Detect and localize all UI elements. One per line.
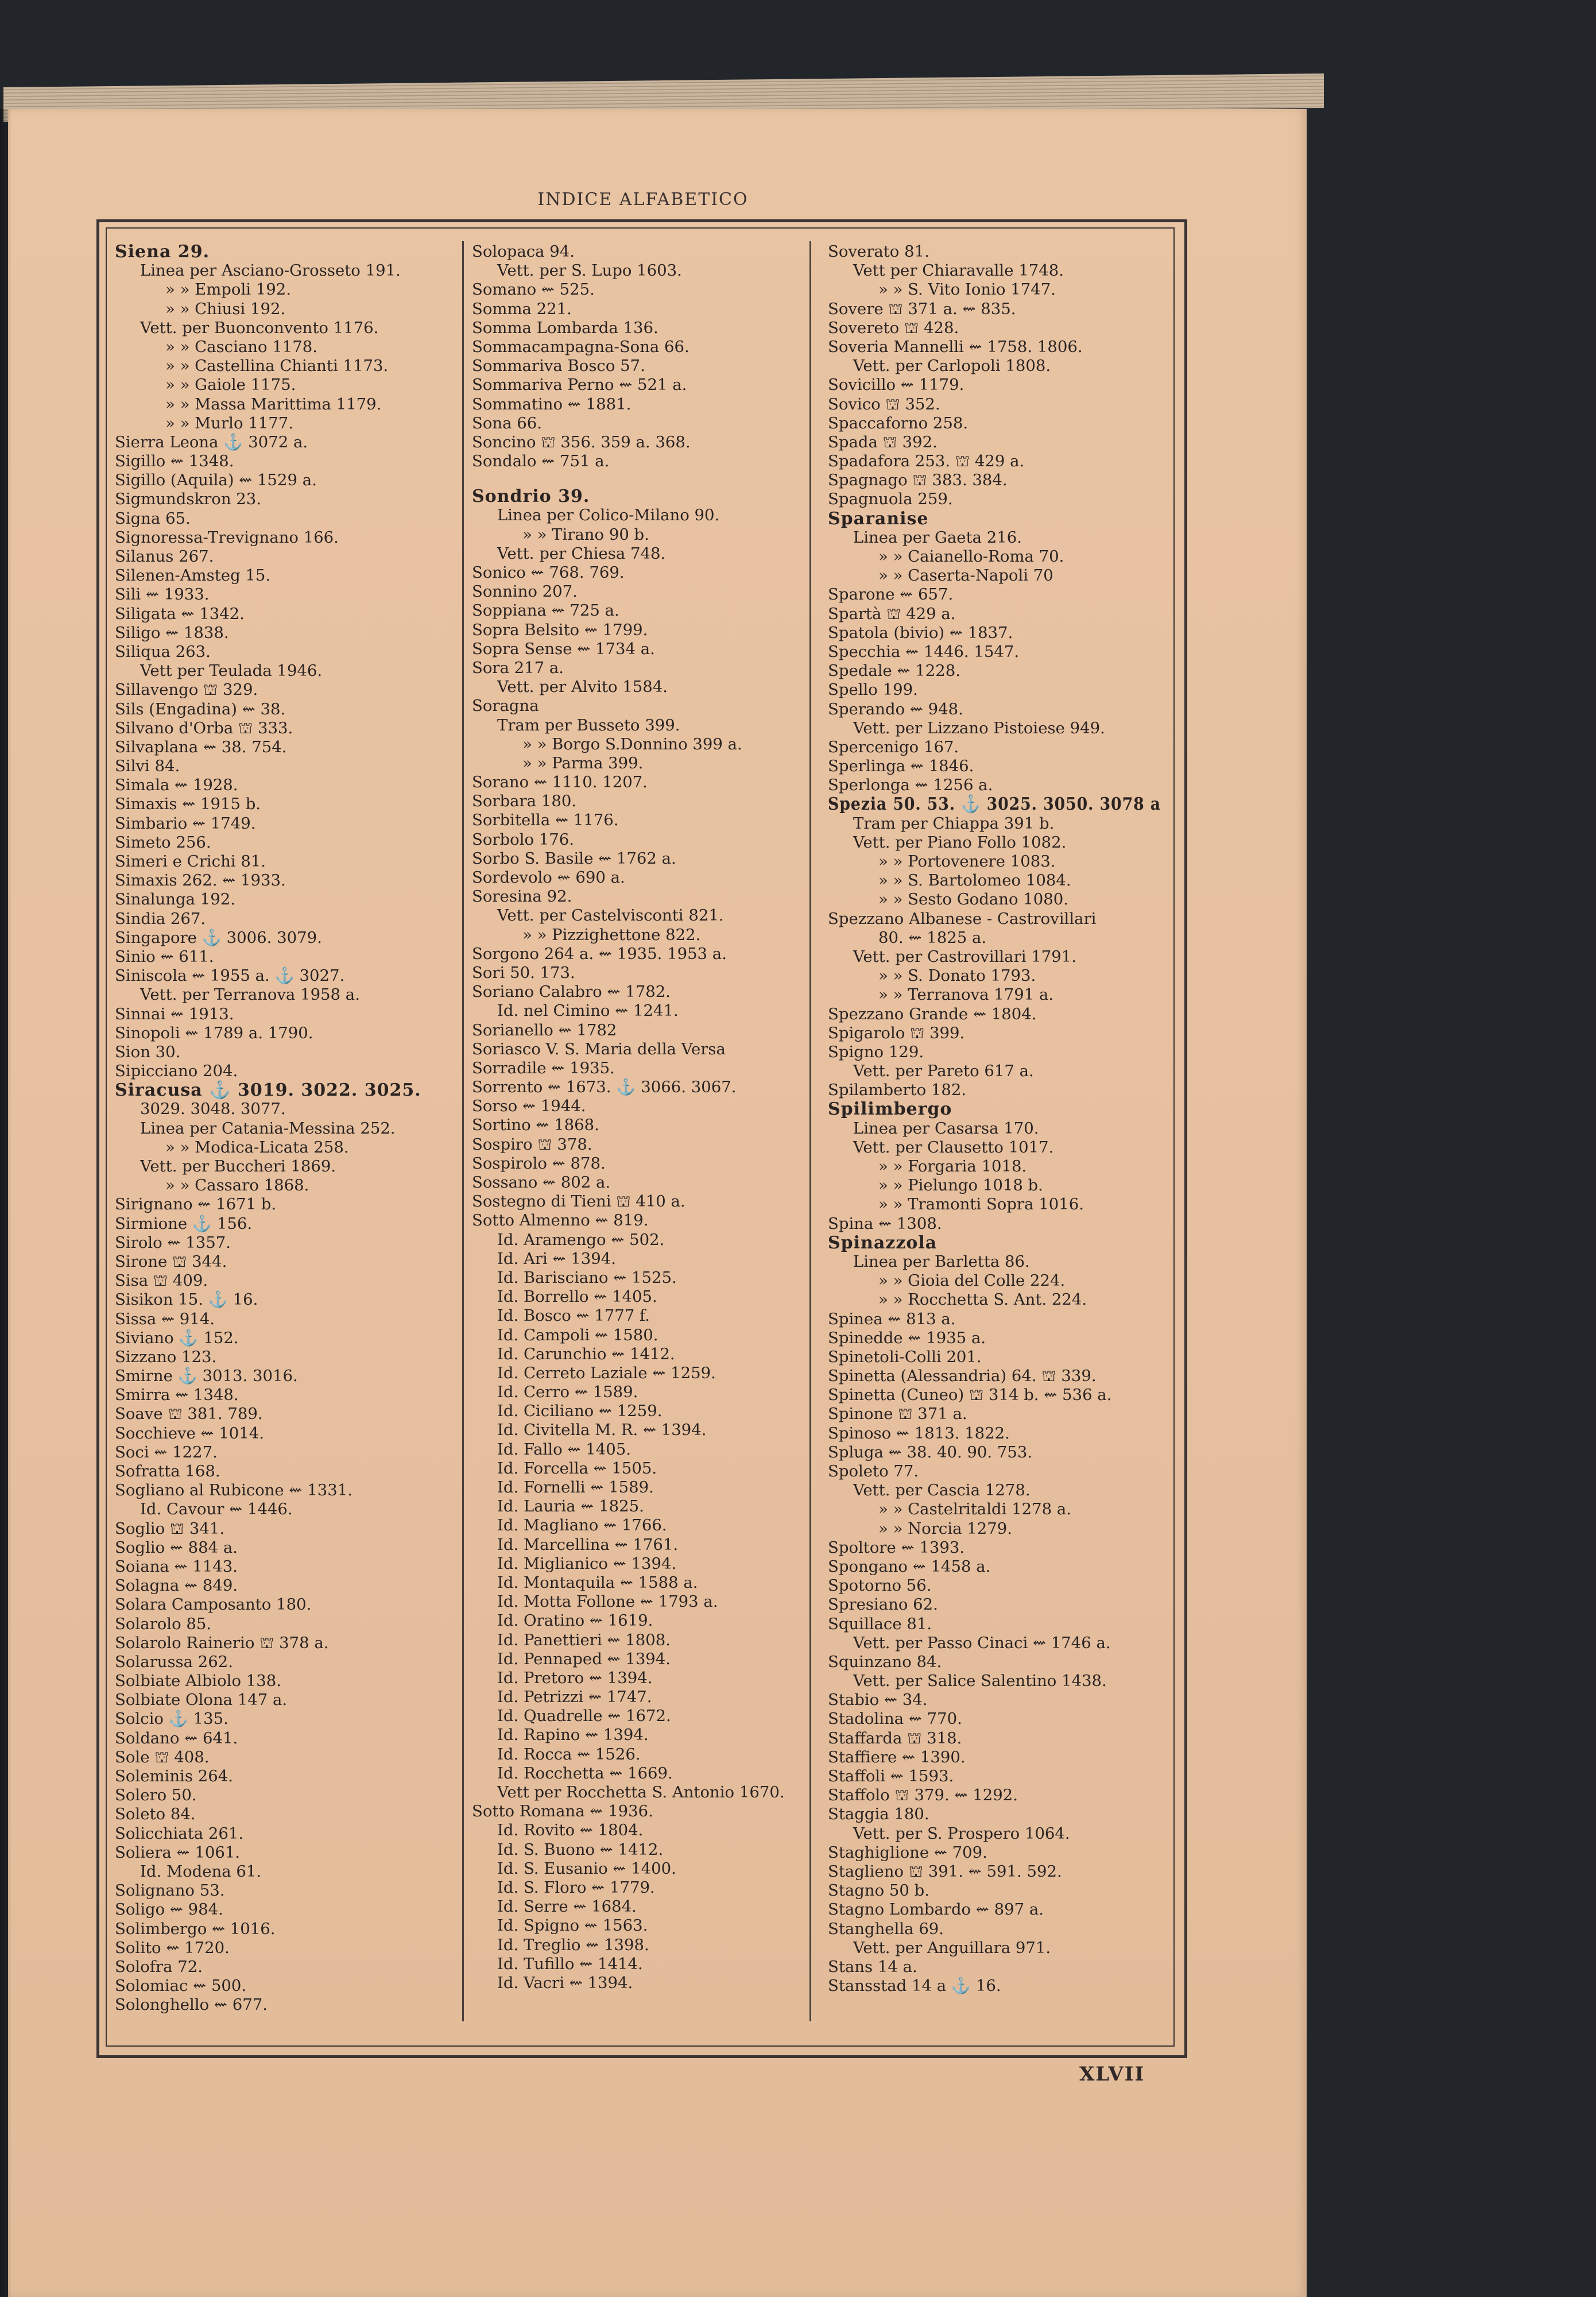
index-entry: Soragna	[472, 697, 539, 716]
index-entry: Singapore ⚓ 3006. 3079.	[115, 928, 322, 947]
index-entry: Silvano d'Orba ⛫ 333.	[115, 718, 293, 737]
index-entry: » » Gaiole 1175.	[165, 376, 296, 395]
index-entry: Sotto Almenno ⇜ 819.	[472, 1211, 649, 1230]
index-entry: Solcio ⚓ 135.	[115, 1710, 228, 1728]
index-entry: » » Gioia del Colle 224.	[878, 1271, 1066, 1290]
index-entry: Sogliano al Rubicone ⇜ 1331.	[115, 1481, 352, 1500]
index-entry: Sovico ⛫ 352.	[828, 395, 940, 413]
index-entry: Staffarda ⛫ 318.	[828, 1728, 962, 1747]
index-entry: Sirone ⛫ 344.	[115, 1252, 227, 1271]
index-entry: Id. Bosco ⇜ 1777 f.	[497, 1306, 650, 1325]
index-entry: Spezzano Albanese - Castrovillari	[828, 909, 1097, 928]
index-entry: Silvaplana ⇜ 38. 754.	[115, 737, 287, 756]
index-entry: Soglio ⇜ 884 a.	[115, 1538, 238, 1557]
index-entry: Staffoli ⇜ 1593.	[828, 1767, 954, 1785]
index-entry: Id. Miglianico ⇜ 1394.	[497, 1554, 677, 1573]
index-entry: Linea per Colico-Milano 90.	[497, 506, 720, 525]
page-number: XLVII	[1079, 2063, 1145, 2086]
index-entry: Vett per Chiaravalle 1748.	[853, 261, 1064, 280]
index-entry: Stadolina ⇜ 770.	[828, 1710, 962, 1728]
index-entry: » » Chiusi 192.	[165, 299, 286, 318]
index-entry: Tram per Chiappa 391 b.	[853, 814, 1055, 833]
index-entry: Spatola (bivio) ⇜ 1837.	[828, 623, 1013, 642]
index-entry: Stanghella 69.	[828, 1919, 944, 1938]
index-entry: Sisa ⛫ 409.	[115, 1271, 208, 1290]
index-entry: Spinedde ⇜ 1935 a.	[828, 1328, 986, 1347]
index-entry: Sordevolo ⇜ 690 a.	[472, 868, 625, 887]
index-entry: Vett. per Terranova 1958 a.	[140, 985, 360, 1004]
index-entry: Sinopoli ⇜ 1789 a. 1790.	[115, 1023, 313, 1042]
index-entry: » » Rocchetta S. Ant. 224.	[878, 1290, 1087, 1309]
index-entry: Soriano Calabro ⇜ 1782.	[472, 983, 671, 1001]
index-entry: Spilamberto 182.	[828, 1081, 967, 1100]
index-column-1	[115, 242, 448, 2014]
index-entry: Sostegno di Tieni ⛫ 410 a.	[472, 1192, 685, 1211]
index-entry: Sperlonga ⇜ 1256 a.	[828, 776, 993, 795]
index-entry: Sorradile ⇜ 1935.	[472, 1058, 615, 1077]
index-entry: Spigno 129.	[828, 1042, 924, 1061]
index-heading-entry: Sparanise	[828, 508, 929, 529]
index-entry: Sommariva Perno ⇜ 521 a.	[472, 376, 687, 395]
index-entry: Id. Tufillo ⇜ 1414.	[497, 1954, 643, 1973]
index-entry: Stansstad 14 a ⚓ 16.	[828, 1977, 1001, 1996]
index-entry: Solarolo Rainerio ⛫ 378 a.	[115, 1633, 329, 1652]
index-entry: » » Castelritaldi 1278 a.	[878, 1500, 1071, 1519]
index-entry: Sorrento ⇜ 1673. ⚓ 3066. 3067.	[472, 1078, 737, 1097]
index-entry: » » Pizzighettone 822.	[522, 925, 701, 944]
index-entry: Staffolo ⛫ 379. ⇜ 1292.	[828, 1786, 1018, 1805]
index-entry: Sona 66.	[472, 413, 542, 432]
index-entry: Id. Campoli ⇜ 1580.	[497, 1325, 658, 1344]
index-entry: Sovere ⛫ 371 a. ⇜ 835.	[828, 299, 1016, 318]
index-heading-entry: Sondrio 39.	[472, 486, 590, 507]
index-entry: Sindia 267.	[115, 909, 206, 928]
index-entry: » » Cassaro 1868.	[165, 1176, 309, 1195]
index-entry: Spinetta (Cuneo) ⛫ 314 b. ⇜ 536 a.	[828, 1386, 1112, 1405]
index-entry: » » Caianello-Roma 70.	[878, 547, 1064, 566]
index-entry: Solbiate Albiolo 138.	[115, 1672, 281, 1691]
index-entry: Id. Marcellina ⇜ 1761.	[497, 1535, 679, 1554]
index-entry: Sperando ⇜ 948.	[828, 699, 963, 718]
index-entry: Sommatino ⇜ 1881.	[472, 395, 632, 413]
index-entry: Simbario ⇜ 1749.	[115, 814, 256, 833]
index-entry: Spadafora 253. ⛫ 429 a.	[828, 452, 1025, 471]
index-entry: Sovicillo ⇜ 1179.	[828, 376, 964, 395]
index-entry: Solara Camposanto 180.	[115, 1595, 312, 1614]
index-entry: Spluga ⇜ 38. 40. 90. 753.	[828, 1443, 1033, 1461]
index-entry: » » Empoli 192.	[165, 280, 292, 299]
index-entry: Siliqua 263.	[115, 642, 211, 661]
index-entry: Spinone ⛫ 371 a.	[828, 1405, 967, 1424]
index-entry: Spercenigo 167.	[828, 737, 959, 756]
index-entry: Vett per Teulada 1946.	[140, 662, 323, 680]
index-entry: Spresiano 62.	[828, 1595, 938, 1614]
index-entry: Id. Cavour ⇜ 1446.	[140, 1500, 293, 1519]
index-entry: » » Borgo S.Donnino 399 a.	[522, 734, 742, 753]
index-entry: Id. Magliano ⇜ 1766.	[497, 1516, 667, 1535]
index-column-3	[828, 242, 1161, 1996]
index-entry: Soliera ⇜ 1061.	[115, 1843, 241, 1862]
index-entry: Somano ⇜ 525.	[472, 280, 595, 299]
index-entry: Solito ⇜ 1720.	[115, 1938, 230, 1957]
index-entry: Soverato 81.	[828, 242, 929, 261]
index-entry: Sospirolo ⇜ 878.	[472, 1154, 606, 1173]
index-entry: Tram per Busseto 399.	[497, 716, 680, 734]
index-entry: Soncino ⛫ 356. 359 a. 368.	[472, 432, 691, 451]
index-entry: Sirignano ⇜ 1671 b.	[115, 1195, 277, 1214]
index-entry: Id. Treglio ⇜ 1398.	[497, 1935, 649, 1954]
index-entry: Id. Aramengo ⇜ 502.	[497, 1230, 665, 1249]
index-entry: Sorianello ⇜ 1782	[472, 1020, 617, 1039]
index-entry: Sorgono 264 a. ⇜ 1935. 1953 a.	[472, 944, 727, 963]
index-entry: Spinetta (Alessandria) 64. ⛫ 339.	[828, 1367, 1097, 1386]
index-entry: Solonghello ⇜ 677.	[115, 1996, 268, 2014]
index-entry: Vett. per Buonconvento 1176.	[140, 318, 379, 337]
index-entry: » » Tramonti Sopra 1016.	[878, 1195, 1084, 1214]
index-entry: » » Murlo 1177.	[165, 413, 293, 432]
index-entry: Squinzano 84.	[828, 1652, 942, 1671]
index-entry: Id. Montaquila ⇜ 1588 a.	[497, 1573, 698, 1592]
index-entry: Solbiate Olona 147 a.	[115, 1691, 288, 1710]
index-entry: Soglio ⛫ 341.	[115, 1519, 225, 1538]
index-entry: Id. Forcella ⇜ 1505.	[497, 1459, 657, 1478]
index-entry: » » Castellina Chianti 1173.	[165, 357, 389, 376]
index-entry: Id. Petrizzi ⇜ 1747.	[497, 1688, 652, 1707]
index-entry: Vett. per S. Lupo 1603.	[497, 261, 682, 280]
index-entry: Solarolo 85.	[115, 1614, 212, 1633]
index-entry: Id. Rovito ⇜ 1804.	[497, 1821, 644, 1840]
index-entry: Spoltore ⇜ 1393.	[828, 1538, 965, 1557]
index-entry: Sizzano 123.	[115, 1347, 217, 1366]
index-entry: Linea per Gaeta 216.	[853, 528, 1022, 547]
index-entry: Spada ⛫ 392.	[828, 432, 938, 451]
index-entry: Solomiac ⇜ 500.	[115, 1977, 247, 1996]
index-entry: Vett. per Castelvisconti 821.	[497, 906, 724, 925]
index-entry: Id. Lauria ⇜ 1825.	[497, 1497, 644, 1516]
index-entry: Vett. per Lizzano Pistoiese 949.	[853, 718, 1105, 737]
index-entry: Silenen-Amsteg 15.	[115, 566, 271, 585]
index-entry: Soci ⇜ 1227.	[115, 1443, 218, 1461]
index-entry: » » Norcia 1279.	[878, 1519, 1012, 1538]
index-entry: » » S. Vito Ionio 1747.	[878, 280, 1056, 299]
index-entry: Linea per Asciano-Grosseto 191.	[140, 261, 401, 280]
index-entry: Stagno 50 b.	[828, 1881, 929, 1900]
index-entry: Soleminis 264.	[115, 1767, 233, 1785]
index-entry: » » S. Donato 1793.	[878, 966, 1036, 985]
index-entry: Id. Pennaped ⇜ 1394.	[497, 1649, 671, 1668]
index-entry: Solignano 53.	[115, 1881, 225, 1900]
index-entry: » » Portovenere 1083.	[878, 852, 1056, 871]
index-entry: Vett. per S. Prospero 1064.	[853, 1824, 1070, 1843]
index-entry: Sipicciano 204.	[115, 1062, 238, 1081]
index-entry: Squillace 81.	[828, 1614, 932, 1633]
index-entry: Stagno Lombardo ⇜ 897 a.	[828, 1900, 1044, 1919]
index-entry: Sinio ⇜ 611.	[115, 947, 214, 966]
index-entry: Sili ⇜ 1933.	[115, 585, 210, 604]
index-entry: Sopra Belsito ⇜ 1799.	[472, 620, 648, 639]
index-entry: Sommacampagna-Sona 66.	[472, 337, 689, 356]
column-rule-2	[809, 241, 811, 2021]
index-entry: Siligata ⇜ 1342.	[115, 604, 245, 623]
index-entry: Id. Barisciano ⇜ 1525.	[497, 1268, 677, 1287]
index-entry: » » Forgaria 1018.	[878, 1157, 1027, 1175]
index-entry: Siviano ⚓ 152.	[115, 1328, 239, 1347]
index-entry: Siligo ⇜ 1838.	[115, 623, 229, 642]
index-entry: Spaccaforno 258.	[828, 413, 969, 432]
index-entry: Vett. per Carlopoli 1808.	[853, 357, 1051, 376]
index-entry: Linea per Catania-Messina 252.	[140, 1119, 396, 1138]
index-entry: Spongano ⇜ 1458 a.	[828, 1557, 991, 1576]
index-entry: Sigmundskron 23.	[115, 490, 262, 509]
index-entry: Vett. per Salice Salentino 1438.	[853, 1672, 1107, 1691]
index-entry: Sparone ⇜ 657.	[828, 585, 954, 604]
index-heading-entry: Spinazzola	[828, 1232, 938, 1253]
index-entry: Sossano ⇜ 802 a.	[472, 1173, 611, 1192]
index-entry: Silvi 84.	[115, 757, 180, 776]
index-entry: Sora 217 a.	[472, 658, 564, 677]
index-entry: Spezzano Grande ⇜ 1804.	[828, 1004, 1037, 1023]
index-entry: Silanus 267.	[115, 547, 214, 566]
index-entry: Spinoso ⇜ 1813. 1822.	[828, 1424, 1010, 1443]
index-entry: » » Modica-Licata 258.	[165, 1138, 349, 1157]
index-entry: Vett. per Alvito 1584.	[497, 678, 668, 697]
index-entry: Sorbara 180.	[472, 792, 577, 811]
index-entry: Sole ⛫ 408.	[115, 1747, 210, 1766]
index-entry: Vett per Rocchetta S. Antonio 1670.	[497, 1783, 785, 1801]
index-entry: Sopra Sense ⇜ 1734 a.	[472, 639, 655, 658]
index-entry: Soligo ⇜ 984.	[115, 1900, 223, 1919]
index-entry: Somma Lombarda 136.	[472, 318, 658, 337]
index-entry: Linea per Barletta 86.	[853, 1252, 1030, 1271]
index-entry: Sinnai ⇜ 1913.	[115, 1004, 234, 1023]
index-entry: » » Pielungo 1018 b.	[878, 1176, 1043, 1195]
index-entry: Staffiere ⇜ 1390.	[828, 1747, 966, 1766]
index-entry: Sonnino 207.	[472, 582, 578, 601]
index-entry: Vett. per Castrovillari 1791.	[853, 947, 1076, 966]
index-entry: Spagnuola 259.	[828, 490, 953, 509]
index-entry: Smirne ⚓ 3013. 3016.	[115, 1367, 298, 1386]
index-entry: Sigillo (Aquila) ⇜ 1529 a.	[115, 471, 317, 490]
index-entry: Simeri e Crichi 81.	[115, 852, 266, 871]
index-entry: Id. Borrello ⇜ 1405.	[497, 1287, 657, 1306]
index-entry: Solicchiata 261.	[115, 1824, 244, 1843]
index-entry: 80. ⇜ 1825 a.	[878, 928, 987, 947]
index-entry: Sinalunga 192.	[115, 890, 235, 909]
index-entry: Solimbergo ⇜ 1016.	[115, 1919, 276, 1938]
index-entry: Id. Ari ⇜ 1394.	[497, 1249, 617, 1268]
index-entry: Simeto 256.	[115, 833, 211, 852]
index-entry: Spartà ⛫ 429 a.	[828, 604, 956, 623]
index-entry: Specchia ⇜ 1446. 1547.	[828, 642, 1020, 661]
index-entry: Id. Motta Follone ⇜ 1793 a.	[497, 1592, 718, 1611]
index-entry: Soldano ⇜ 641.	[115, 1728, 238, 1747]
index-entry: Sorbitella ⇜ 1176.	[472, 811, 619, 830]
running-header: INDICE ALFABETICO	[537, 190, 749, 210]
index-entry: Sonico ⇜ 768. 769.	[472, 563, 625, 582]
index-entry: Sisikon 15. ⚓ 16.	[115, 1290, 258, 1309]
index-entry: Id. Oratino ⇜ 1619.	[497, 1611, 653, 1630]
index-entry: Solagna ⇜ 849.	[115, 1576, 238, 1595]
index-entry: Signa 65.	[115, 509, 191, 528]
index-entry: 3029. 3048. 3077.	[140, 1100, 286, 1119]
index-entry: Simala ⇜ 1928.	[115, 776, 238, 795]
index-entry: Id. Spigno ⇜ 1563.	[497, 1916, 648, 1935]
index-entry: Staggia 180.	[828, 1805, 929, 1824]
index-entry: Id. Panettieri ⇜ 1808.	[497, 1630, 671, 1649]
index-entry: Smirra ⇜ 1348.	[115, 1386, 239, 1405]
index-entry: Stabio ⇜ 34.	[828, 1691, 928, 1710]
index-entry: » » Tirano 90 b.	[522, 525, 649, 544]
index-entry: Sion 30.	[115, 1042, 181, 1061]
index-entry: Id. Rapino ⇜ 1394.	[497, 1726, 649, 1745]
index-entry: Simaxis 262. ⇜ 1933.	[115, 871, 286, 890]
index-entry: Id. Fallo ⇜ 1405.	[497, 1440, 631, 1459]
index-entry: Vett. per Cascia 1278.	[853, 1481, 1031, 1500]
index-entry: Sommariva Bosco 57.	[472, 357, 645, 376]
index-entry: Vett. per Passo Cinaci ⇜ 1746 a.	[853, 1633, 1111, 1652]
index-entry: Sorbolo 176.	[472, 830, 575, 849]
index-heading-entry: Spezia 50. 53. ⚓ 3025. 3050. 3078 a	[828, 794, 1161, 815]
index-entry: Siniscola ⇜ 1955 a. ⚓ 3027.	[115, 966, 345, 985]
index-entry: Sirmione ⚓ 156.	[115, 1214, 253, 1233]
index-entry: Vett. per Anguillara 971.	[853, 1938, 1051, 1957]
index-entry: Solarussa 262.	[115, 1652, 234, 1671]
index-entry: Spina ⇜ 1308.	[828, 1214, 942, 1233]
page-gutter-shadow	[0, 109, 11, 2297]
index-entry: Solofra 72.	[115, 1957, 203, 1976]
index-entry: Vett. per Piano Follo 1082.	[853, 833, 1067, 852]
index-entry: Soveria Mannelli ⇜ 1758. 1806.	[828, 337, 1083, 356]
index-entry: Vett. per Clausetto 1017.	[853, 1138, 1054, 1157]
index-entry: Sotto Romana ⇜ 1936.	[472, 1802, 653, 1821]
index-entry: Linea per Casarsa 170.	[853, 1119, 1039, 1138]
index-entry: Signoressa-Trevignano 166.	[115, 528, 339, 547]
index-entry: Id. Cerro ⇜ 1589.	[497, 1383, 638, 1402]
index-entry: Sofratta 168.	[115, 1462, 220, 1480]
index-entry: Sirolo ⇜ 1357.	[115, 1233, 231, 1252]
index-entry: Sigillo ⇜ 1348.	[115, 452, 234, 471]
index-entry: Spello 199.	[828, 680, 918, 699]
index-entry: Id. Fornelli ⇜ 1589.	[497, 1478, 654, 1496]
index-entry: Sondalo ⇜ 751 a.	[472, 452, 610, 471]
index-entry: Id. Vacri ⇜ 1394.	[497, 1973, 633, 1992]
index-entry: Spedale ⇜ 1228.	[828, 662, 961, 680]
index-entry: Sospiro ⛫ 378.	[472, 1135, 592, 1154]
index-entry: Socchieve ⇜ 1014.	[115, 1424, 265, 1443]
index-entry: Id. Civitella M. R. ⇜ 1394.	[497, 1421, 707, 1440]
index-entry: Vett. per Pareto 617 a.	[853, 1062, 1034, 1081]
index-entry: » » Caserta-Napoli 70	[878, 566, 1053, 585]
index-entry: » » Casciano 1178.	[165, 337, 318, 356]
index-entry: Soave ⛫ 381. 789.	[115, 1405, 263, 1424]
index-entry: Spigarolo ⛫ 399.	[828, 1023, 965, 1042]
index-entry: » » Parma 399.	[522, 753, 644, 772]
index-entry: Id. Rocchetta ⇜ 1669.	[497, 1764, 673, 1782]
index-entry: Id. Carunchio ⇜ 1412.	[497, 1344, 675, 1363]
index-entry: Sillavengo ⛫ 329.	[115, 680, 258, 699]
index-entry: Vett. per Chiesa 748.	[497, 544, 666, 563]
index-heading-entry: Siena 29.	[115, 242, 210, 262]
index-entry: Staghiglione ⇜ 709.	[828, 1843, 987, 1862]
index-entry: Id. S. Eusanio ⇜ 1400.	[497, 1859, 676, 1878]
index-entry: Solopaca 94.	[472, 242, 575, 261]
index-entry: Spinetoli-Colli 201.	[828, 1347, 982, 1366]
column-rule-1	[462, 241, 464, 2021]
index-entry: Sori 50. 173.	[472, 963, 575, 982]
index-entry: Id. S. Floro ⇜ 1779.	[497, 1878, 655, 1897]
index-entry: Id. Cerreto Laziale ⇜ 1259.	[497, 1363, 716, 1382]
index-entry: Id. Quadrelle ⇜ 1672.	[497, 1707, 671, 1726]
index-entry: Simaxis ⇜ 1915 b.	[115, 795, 261, 814]
index-entry: Soppiana ⇜ 725 a.	[472, 601, 619, 620]
index-entry: Sils (Engadina) ⇜ 38.	[115, 699, 286, 718]
index-entry: Sovereto ⛫ 428.	[828, 318, 959, 337]
index-entry: Id. Serre ⇜ 1684.	[497, 1897, 637, 1916]
index-spacer	[472, 471, 805, 487]
index-entry: Staglieno ⛫ 391. ⇜ 591. 592.	[828, 1862, 1062, 1881]
index-entry: Sorano ⇜ 1110. 1207.	[472, 773, 648, 792]
index-entry: Spinea ⇜ 813 a.	[828, 1309, 956, 1328]
index-entry: Id. nel Cimino ⇜ 1241.	[497, 1001, 679, 1020]
index-entry: Soresina 92.	[472, 887, 572, 906]
index-entry: Spotorno 56.	[828, 1576, 932, 1595]
index-entry: Soriasco V. S. Maria della Versa	[472, 1039, 726, 1058]
index-entry: Stans 14 a.	[828, 1957, 917, 1976]
index-heading-entry: Spilimbergo	[828, 1099, 952, 1120]
index-entry: Vett. per Buccheri 1869.	[140, 1157, 336, 1175]
index-entry: Sortino ⇜ 1868.	[472, 1116, 599, 1135]
index-entry: Id. Pretoro ⇜ 1394.	[497, 1668, 653, 1687]
index-entry: » » Massa Marittima 1179.	[165, 395, 382, 413]
index-entry: Sperlinga ⇜ 1846.	[828, 757, 974, 776]
index-entry: Sierra Leona ⚓ 3072 a.	[115, 432, 308, 451]
index-entry: Sissa ⇜ 914.	[115, 1309, 215, 1328]
index-entry: Solero 50.	[115, 1786, 197, 1805]
index-entry: Soleto 84.	[115, 1805, 196, 1824]
index-entry: Id. Ciciliano ⇜ 1259.	[497, 1402, 663, 1421]
index-entry: Somma 221.	[472, 299, 572, 318]
index-entry: Sorso ⇜ 1944.	[472, 1097, 586, 1116]
index-heading-entry: Siracusa ⚓ 3019. 3022. 3025.	[115, 1080, 421, 1101]
index-column-2	[472, 242, 805, 1993]
index-entry: Spoleto 77.	[828, 1462, 919, 1480]
index-entry: » » Terranova 1791 a.	[878, 985, 1054, 1004]
index-entry: Soiana ⇜ 1143.	[115, 1557, 238, 1576]
index-entry: Id. Modena 61.	[140, 1862, 262, 1881]
index-entry: Spagnago ⛫ 383. 384.	[828, 471, 1008, 490]
index-entry: » » Sesto Godano 1080.	[878, 890, 1068, 909]
index-entry: Sorbo S. Basile ⇜ 1762 a.	[472, 849, 676, 868]
index-entry: Id. Rocca ⇜ 1526.	[497, 1745, 641, 1764]
index-entry: Id. S. Buono ⇜ 1412.	[497, 1840, 664, 1859]
index-entry: » » S. Bartolomeo 1084.	[878, 871, 1071, 890]
